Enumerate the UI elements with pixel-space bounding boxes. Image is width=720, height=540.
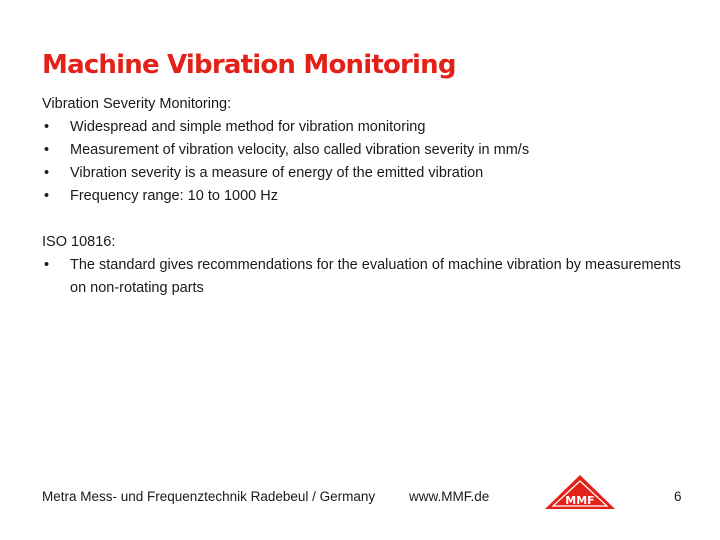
footer-url: www.MMF.de xyxy=(409,489,490,504)
bullet-list xyxy=(42,116,682,208)
section-heading: ISO 10816: xyxy=(42,234,116,250)
slide-body xyxy=(42,93,682,300)
bullet-text: The standard gives recommendations for the evaluation of machine vibration by measurements on non-rotating parts xyxy=(70,257,681,296)
bullet-item xyxy=(42,116,682,139)
page-number: 6 xyxy=(674,489,682,504)
bullet-item xyxy=(42,185,682,208)
bullet-icon: • xyxy=(44,257,50,273)
section-vibration-severity xyxy=(42,93,682,208)
logo-text: MMF xyxy=(565,494,595,507)
bullet-icon: • xyxy=(44,119,50,135)
bullet-list xyxy=(42,254,682,300)
bullet-text: Measurement of vibration velocity, also called vibration severity in mm/s xyxy=(70,142,530,158)
bullet-text: Vibration severity is a measure of energy of the emitted vibration xyxy=(70,165,484,181)
bullet-item xyxy=(42,162,682,185)
bullet-item xyxy=(42,139,682,162)
bullet-item xyxy=(42,254,682,300)
bullet-text: Frequency range: 10 to 1000 Hz xyxy=(70,188,278,204)
bullet-text: Widespread and simple method for vibration monitoring xyxy=(70,119,426,135)
bullet-icon: • xyxy=(44,165,50,181)
footer-company: Metra Mess- und Frequenztechnik Radebeul / Germany xyxy=(42,489,376,504)
slide-title: Machine Vibration Monitoring xyxy=(42,50,456,80)
mmf-logo-icon xyxy=(544,474,616,510)
section-iso-10816 xyxy=(42,231,682,300)
section-heading: Vibration Severity Monitoring: xyxy=(42,96,232,112)
bullet-icon: • xyxy=(44,142,50,158)
bullet-icon: • xyxy=(44,188,50,204)
